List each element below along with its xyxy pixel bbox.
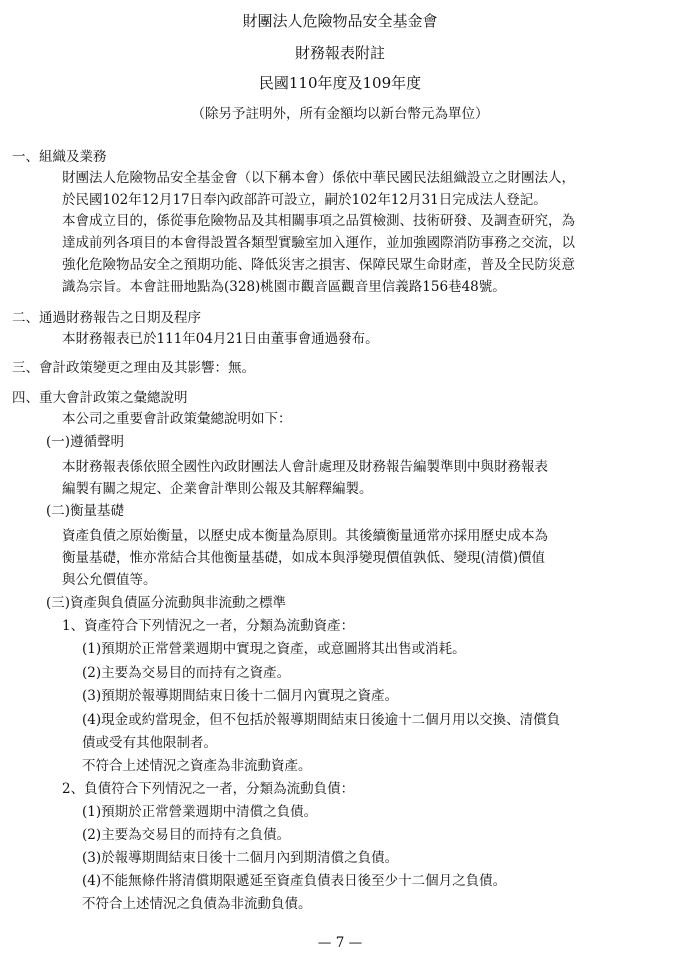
paragraph-line: 衡量基礎，惟亦常結合其他衡量基礎，如成本與淨變現價值孰低、變現(清償)價值 <box>62 550 546 566</box>
list-heading: 2、負債符合下列情況之一者，分類為流動負債： <box>62 781 355 797</box>
paragraph-line: 本財務報表已於111年04月21日由董事會通過發布。 <box>62 331 379 347</box>
paragraph-line: 與公允價值等。 <box>62 572 157 588</box>
paragraph-line: 達成前列各項目的本會得設置各類型實驗室加入運作，並加強國際消防事務之交流，以 <box>62 235 575 251</box>
paragraph-line: 識為宗旨。本會註冊地點為(328)桃園市觀音區觀音里信義路156巷48號。 <box>62 279 506 295</box>
section-heading: 三、會計政策變更之理由及其影響：無。 <box>12 360 255 376</box>
doc-title: 財務報表附註 <box>294 44 385 62</box>
list-item: (3)預期於報導期間結束日後十二個月內實現之資產。 <box>82 688 399 704</box>
list-item: (4)不能無條件將清償期限遞延至資產負債表日後至少十二個月之負債。 <box>82 873 507 889</box>
list-heading: 1、資產符合下列情況之一者，分類為流動資產： <box>62 618 355 634</box>
section-heading: 二、通過財務報告之日期及程序 <box>12 310 201 326</box>
list-item-continued: 債或受有其他限制者。 <box>82 735 217 751</box>
paragraph-line: 資產負債之原始衡量，以歷史成本衡量為原則。其後續衡量通常亦採用歷史成本為 <box>62 528 548 544</box>
section-heading: 四、重大會計政策之彙總說明 <box>12 390 188 406</box>
org-title: 財團法人危險物品安全基金會 <box>242 12 438 30</box>
list-summary: 不符合上述情況之資產為非流動資產。 <box>82 758 312 774</box>
list-item: (2)主要為交易目的而持有之負債。 <box>82 827 291 843</box>
subsection-heading: (一)遵循聲明 <box>46 434 125 450</box>
section-heading: 一、組織及業務 <box>12 149 107 165</box>
paragraph-line: 於民國102年12月17日奉內政部許可設立，嗣於102年12月31日完成法人登記。 <box>62 192 547 208</box>
subsection-heading: (三)資產與負債區分流動與非流動之標準 <box>46 595 287 611</box>
list-item: (1)預期於正常營業週期中清償之負債。 <box>82 804 318 820</box>
paragraph-line: 編製有關之規定、企業會計準則公報及其解釋編製。 <box>62 481 373 497</box>
paragraph-line: 強化危險物品安全之預期功能、降低災害之損害、保障民眾生命財產，普及全民防災意 <box>62 257 575 273</box>
list-item: (2)主要為交易目的而持有之資產。 <box>82 665 291 681</box>
list-item: (1)預期於正常營業週期中實現之資產，或意圖將其出售或消耗。 <box>82 641 466 657</box>
list-item: (3)於報導期間結束日後十二個月內到期清償之負債。 <box>82 850 399 866</box>
paragraph-line: 本會成立目的，係從事危險物品及其相關事項之品質檢測、技術研發、及調查研究，為 <box>62 213 575 229</box>
paragraph-line: 本財務報表係依照全國性內政財團法人會計處理及財務報告編製準則中與財務報表 <box>62 459 548 475</box>
period-title: 民國110年度及109年度 <box>258 74 422 92</box>
page-number: — 7 — <box>317 935 363 951</box>
paragraph-line: 本公司之重要會計政策彙總說明如下： <box>62 411 292 427</box>
list-summary: 不符合上述情況之負債為非流動負債。 <box>82 896 312 912</box>
list-item: (4)現金或約當現金，但不包括於報導期間結束日後逾十二個月用以交換、清償負 <box>82 712 561 728</box>
subsection-heading: (二)衡量基礎 <box>46 503 125 519</box>
paragraph-line: 財團法人危險物品安全基金會（以下稱本會）係依中華民國民法組織設立之財團法人， <box>62 170 575 186</box>
unit-note: （除另予註明外，所有金額均以新台幣元為單位） <box>191 106 489 122</box>
